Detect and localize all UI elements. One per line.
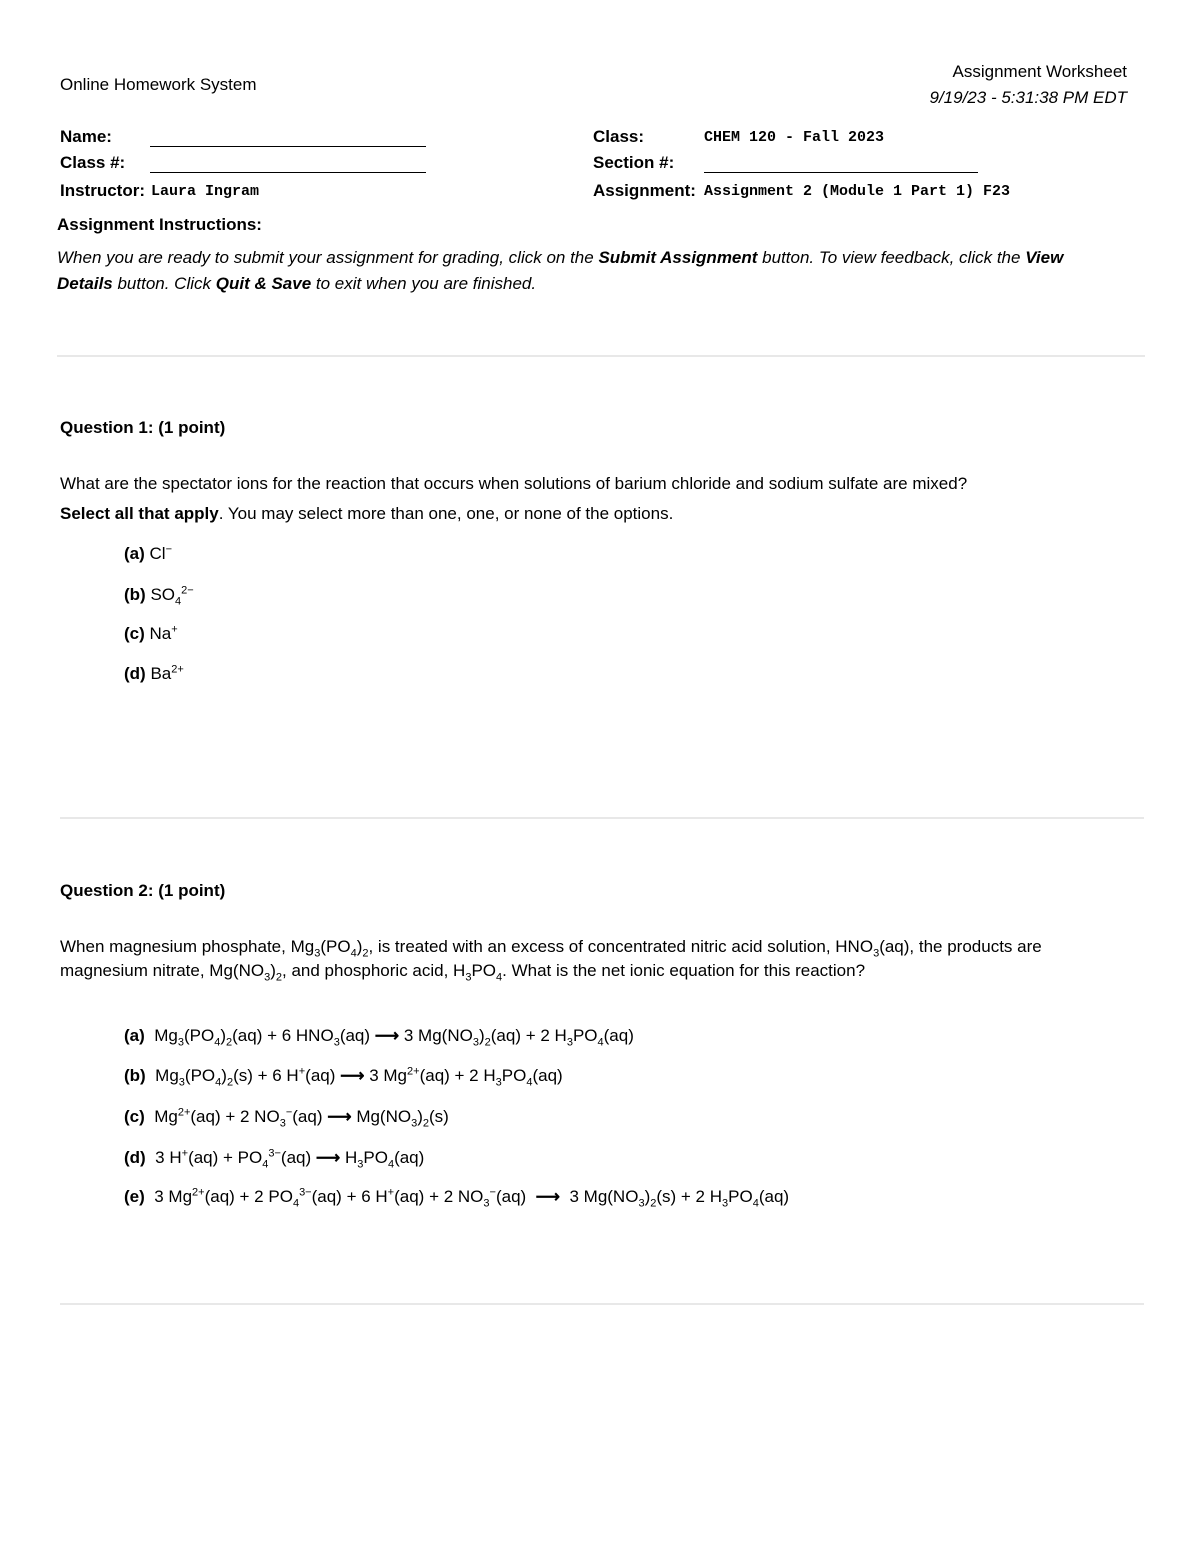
instructions-heading: Assignment Instructions: (57, 215, 262, 234)
q2-option-c[interactable]: (c) $Mg^{2+}(aq) + 2$ $NO_3^-(aq)$ ⟶ $Mg(NO_3)_2(s)$ (124, 1106, 449, 1130)
question-2-text-line2: magnesium nitrate, $Mg(NO_3)_2$, and phosphoric acid, $H_3PO_4$. What is the net ionic equation for this reaction? (60, 961, 866, 984)
question-1-text: What are the spectator ions for the reaction that occurs when solutions of barium chloride and sodium sulfate are mixed? (60, 474, 968, 493)
divider (57, 355, 1145, 357)
instructor-value: Laura Ingram (151, 183, 260, 200)
question-2-text-line1: When magnesium phosphate, $Mg_3(PO_4)_2$, is treated with an excess of concentrated nitric acid solution, $HNO_3(aq)$, the products are (60, 937, 1042, 960)
divider (60, 1303, 1144, 1305)
class-label: Class: (593, 127, 645, 146)
class-number-label: Class #: (60, 153, 126, 172)
assignment-value: Assignment 2 (Module 1 Part 1) F23 (704, 183, 1011, 200)
document-title: Assignment Worksheet (952, 62, 1127, 81)
section-blank (704, 172, 978, 173)
name-blank (150, 146, 426, 147)
question-2-heading: Question 2: (1 point) (60, 881, 226, 900)
assignment-label: Assignment: (593, 181, 696, 200)
question-1-instruction: Select all that apply. You may select more than one, one, or none of the options. (60, 504, 674, 523)
system-name: Online Homework System (60, 75, 257, 94)
instructions-text: When you are ready to submit your assignment for grading, click on the Submit Assignment button. To view feedback, click the View Details button. Click Quit & Save to exit when you are finished. (57, 248, 1064, 293)
timestamp: 9/19/23 - 5:31:38 PM EDT (929, 88, 1127, 107)
q2-option-d[interactable]: (d) 3 $H^+(aq) + PO_4^{3-}(aq)$ ⟶ $H_3PO_4(aq)$ (124, 1147, 425, 1171)
divider (60, 817, 1144, 819)
q1-option-b[interactable]: (b) $SO_4^{2-}$ (124, 584, 194, 608)
instructor-label: Instructor: (60, 181, 145, 200)
name-label: Name: (60, 127, 112, 146)
question-1-heading: Question 1: (1 point) (60, 418, 226, 437)
class-number-blank (150, 172, 426, 173)
class-value: CHEM 120 - Fall 2023 (704, 129, 885, 146)
q2-option-e[interactable]: (e) 3 $Mg^{2+}(aq) + 2$ $PO_4^{3-}(aq) + 6$ H+(aq) + 2 $NO_3^-(aq)$ ⟶ 3 $Mg(NO_3)_2(s) + 2$ $H_3PO_4(aq)$ (124, 1186, 790, 1210)
q1-option-c[interactable]: (c) Na+ (124, 623, 178, 643)
q2-option-b[interactable]: (b) $Mg_3(PO_4)_2(s) + 6$ H+(aq) ⟶ 3 $Mg^{2+}(aq) + 2$ $H_3PO_4(aq)$ (124, 1065, 563, 1089)
q1-option-a[interactable]: (a) Cl− (124, 543, 173, 563)
q1-option-d[interactable]: (d) $Ba^{2+}$ (124, 663, 184, 683)
q2-option-a[interactable]: (a) $Mg_3(PO_4)_2(aq) + 6$ $HNO_3(aq)$ ⟶ 3 $Mg(NO_3)_2(aq) + 2$ $H_3PO_4(aq)$ (124, 1026, 634, 1049)
section-label: Section #: (593, 153, 675, 172)
